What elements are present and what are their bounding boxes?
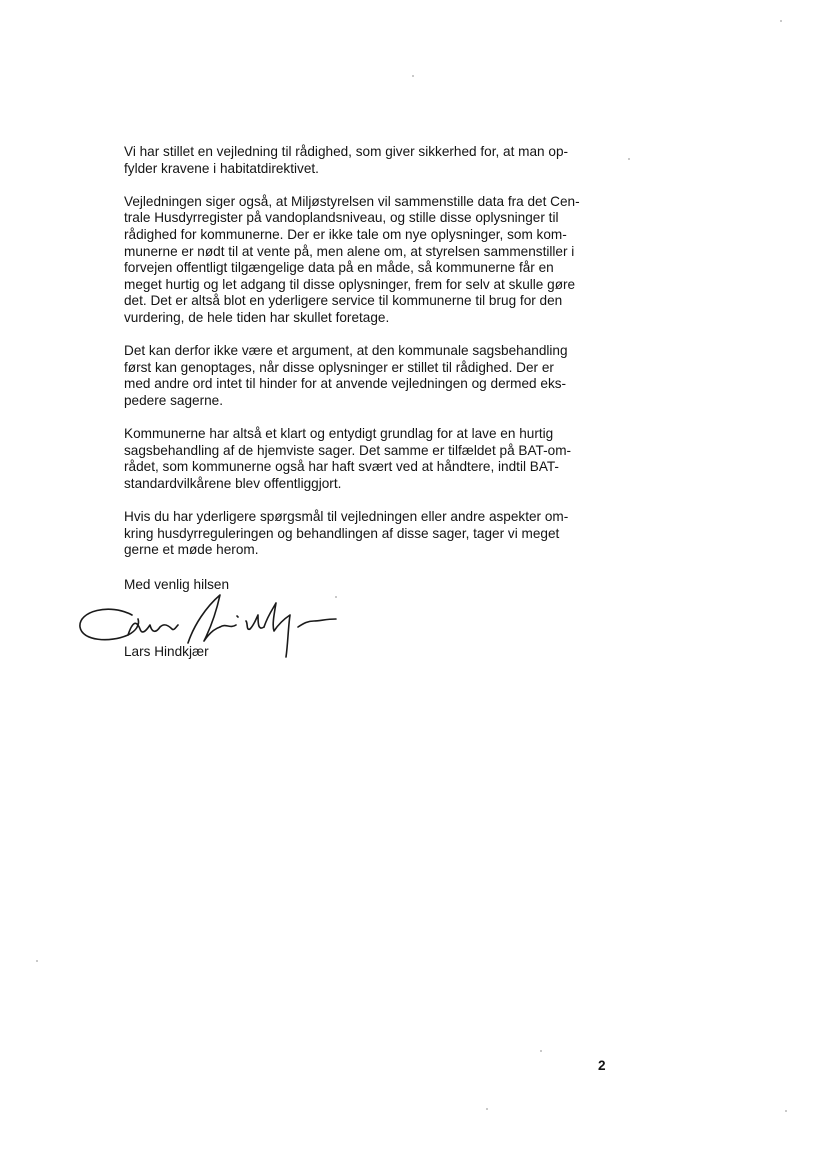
scan-speck xyxy=(540,1050,542,1052)
signature-stroke-kjaer xyxy=(264,603,290,657)
signature-stroke-ind xyxy=(220,615,264,629)
page-number: 2 xyxy=(598,1058,606,1073)
scan-speck xyxy=(780,20,782,22)
paragraph-data-compilation: Vejledningen siger også, at Miljøstyrelsen vil sammenstille data fra det Cen- trale Husdyrregister på vandoplandsniveau, og stille disse oplysninger til rådighed for kommunerne. Der er ikke tale om nye oplysninger, som kom- munerne er nødt til at vente på, men alene om, at styrelsen sammenstiller i forvejen offentligt tilgængelige data på en måde, så kommunerne får en meget hurtig og let adgang til disse oplysninger, frem for selv at skulle gøre det. Det er altså blot en yderligere service til kommunerne til brug for den vurdering, de hele tiden har skullet foretage. xyxy=(124,193,580,325)
scan-speck xyxy=(412,75,414,77)
paragraph-municipal-basis: Kommunerne har altså et klart og entydigt grundlag for at lave en hurtig sagsbehandling af de hjemviste sager. Det samme er tilfældet på BAT-om- rådet, som kommunerne også har haft svært ved at håndtere, indtil BAT- standardvilkårene blev offentliggjort. xyxy=(124,426,572,491)
scan-speck xyxy=(36,960,38,962)
sender-name: Lars Hindkjær xyxy=(124,644,209,659)
signature-stroke-tail xyxy=(298,619,336,627)
scan-speck xyxy=(628,158,630,160)
handwritten-signature xyxy=(70,585,350,670)
scan-speck xyxy=(335,596,337,598)
signature-stroke-loop xyxy=(80,609,139,639)
closing-greeting: Med venlig hilsen xyxy=(124,577,230,592)
paragraph-further-questions: Hvis du har yderligere spørgsmål til vejledningen eller andre aspekter om- kring husdyrreguleringen og behandlingen af disse sager, tager vi meget gerne et møde herom. xyxy=(124,509,569,558)
paragraph-argument: Det kan derfor ikke være et argument, at den kommunale sagsbehandling først kan genoptages, når disse oplysninger er stillet til rådighed. Der er med andre ord intet til hinder for at anvende vejledningen og dermed eks- pedere sagerne. xyxy=(124,343,568,408)
paragraph-guidance: Vi har stillet en vejledning til rådighed, som giver sikkerhed for, at man op- fylder kravene i habitatdirektivet. xyxy=(124,144,569,176)
scan-speck xyxy=(486,1108,488,1110)
letter-body xyxy=(124,144,620,575)
scan-speck xyxy=(785,1110,787,1112)
signature-stroke-dot xyxy=(237,616,238,617)
signature-stroke-h xyxy=(188,595,220,643)
